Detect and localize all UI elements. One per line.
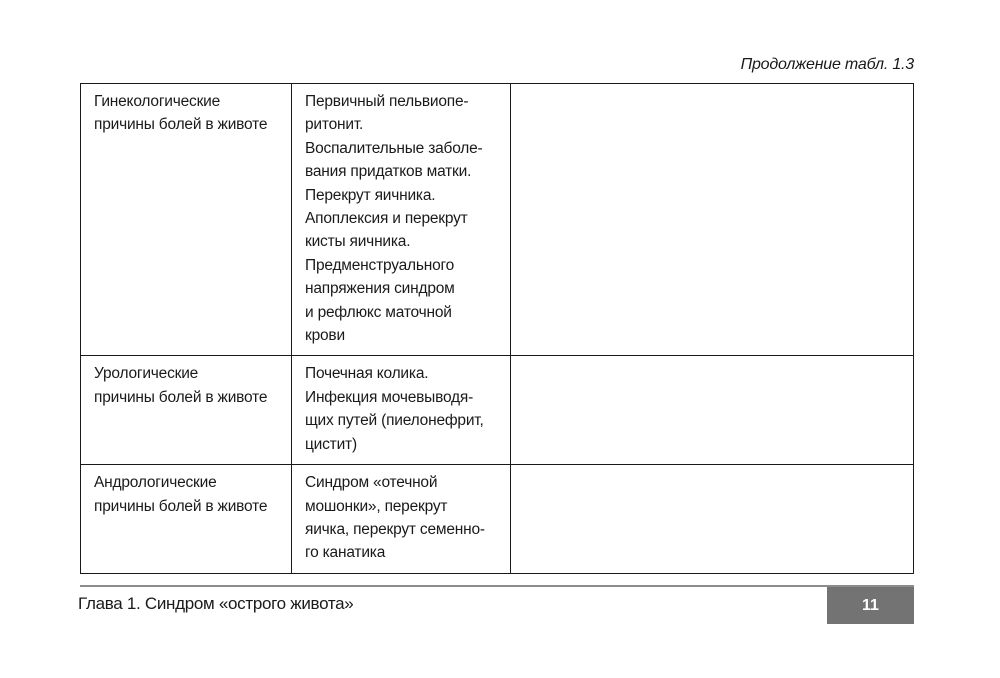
cause-line: Инфекция мочевыводя- — [305, 388, 474, 406]
cause-line: Перекрут яичника. — [305, 186, 436, 204]
cause-line: и рефлюкс маточной — [305, 303, 452, 321]
chapter-title: Глава 1. Синдром «острого живота» — [78, 594, 354, 613]
cause-line: го канатика — [305, 544, 386, 562]
category-line: причины болей в животе — [94, 388, 268, 406]
notes-cell — [511, 465, 914, 574]
cause-line: Почечная колика. — [305, 365, 429, 383]
category-cell — [81, 356, 292, 465]
notes-cell — [511, 84, 914, 356]
category-cell — [81, 84, 292, 356]
table-row — [81, 465, 914, 574]
cause-line: вания придатков матки. — [305, 163, 472, 181]
page-number: 11 — [827, 587, 914, 624]
category-line: Урологические — [94, 365, 199, 383]
cause-line: щих путей (пиелонефрит, — [305, 412, 484, 430]
category-cell — [81, 465, 292, 574]
cause-line: кисты яичника. — [305, 233, 411, 251]
cause-line: цистит) — [305, 435, 357, 453]
category-line: Андрологические — [94, 474, 217, 492]
cause-line: Воспалительные заболе- — [305, 139, 483, 157]
table-continuation-label: Продолжение табл. 1.3 — [740, 56, 914, 73]
cause-line: Синдром «отечной — [305, 474, 438, 492]
notes-cell — [511, 356, 914, 465]
causes-cell — [292, 84, 511, 356]
category-line: причины болей в животе — [94, 497, 268, 515]
category-line: причины болей в животе — [94, 116, 268, 134]
cause-line: напряжения синдром — [305, 280, 455, 298]
footer-divider — [80, 585, 914, 587]
cause-line: Апоплексия и перекрут — [305, 210, 468, 228]
category-line: Гинекологические — [94, 93, 221, 110]
cause-line: Предменструального — [305, 256, 455, 274]
cause-line: Первичный пельвиопе- — [305, 93, 469, 110]
causes-table — [80, 83, 914, 574]
cause-line: крови — [305, 327, 345, 345]
table-row — [81, 356, 914, 465]
cause-line: мошонки», перекрут — [305, 497, 448, 515]
cause-line: ритонит. — [305, 116, 364, 134]
table-row — [81, 84, 914, 356]
causes-cell — [292, 356, 511, 465]
cause-line: яичка, перекрут семенно- — [305, 520, 485, 538]
causes-cell — [292, 465, 511, 574]
